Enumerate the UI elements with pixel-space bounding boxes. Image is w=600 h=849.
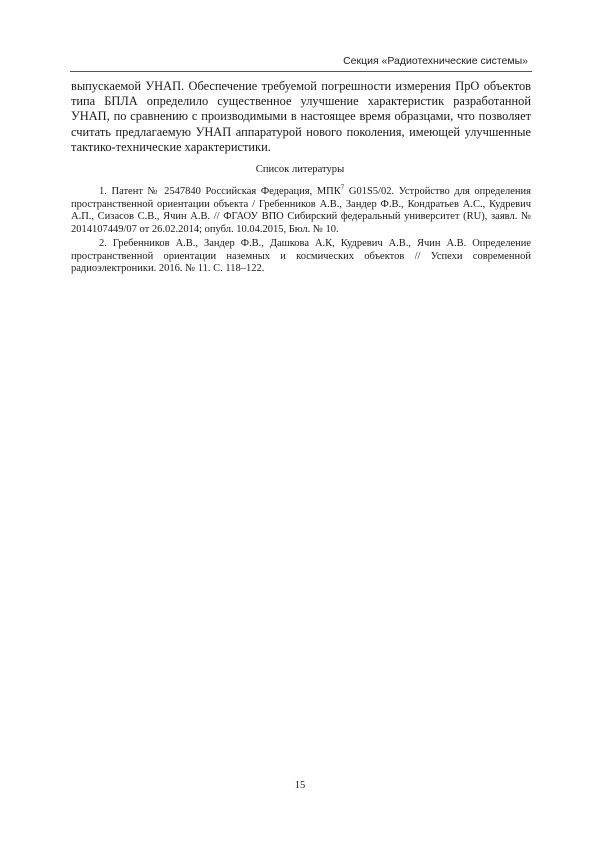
references-heading: Список литературы <box>255 164 345 175</box>
body-paragraph: выпускаемой УНАП. Обеспечение требуемой погрешности измерения ПрО объектов типа БПЛА определило существенное улучшение характеристик разработанной УНАП, по сравнению с производимыми в настоящее время образцами, что позволяет считать предлагаемую УНАП аппаратурой нового поколения, имеющей улучшенные тактико-технические характеристики. <box>71 79 531 154</box>
reference-1-superscript: 7 <box>340 183 345 192</box>
reference-item-1 <box>71 183 531 237</box>
reference-1-text-start: 1. Патент № 2547840 Российская Федерация, МПК <box>99 186 341 197</box>
header-rule <box>70 71 532 72</box>
reference-item-2 <box>71 238 531 276</box>
reference-1-text-end: G01S5/02. Устройство для определения пространственной ориентации объекта / Гребенников А.В., Зандер Ф.В., Кондратьев А.С., Кудревич А.П., Сизасов С.В., Ячин А.В. // ФГАОУ ВПО Сибирский федеральный университет (RU), заявл. № 2014107449/07 от 26.02.2014; опубл. 10.04.2015, Бюл. № 10. <box>71 186 531 236</box>
reference-2-text: 2. Гребенников А.В., Зандер Ф.В., Дашкова А.К, Кудревич А.В., Ячин А.В. Определение пространственной ориентации наземных и космических объектов // Успехи современной радиоэлектроники. 2016. № 11. С. 118–122. <box>71 237 531 275</box>
references-list <box>71 183 531 277</box>
page-number: 15 <box>294 780 306 791</box>
running-header: Секция «Радиотехнические системы» <box>343 55 528 67</box>
